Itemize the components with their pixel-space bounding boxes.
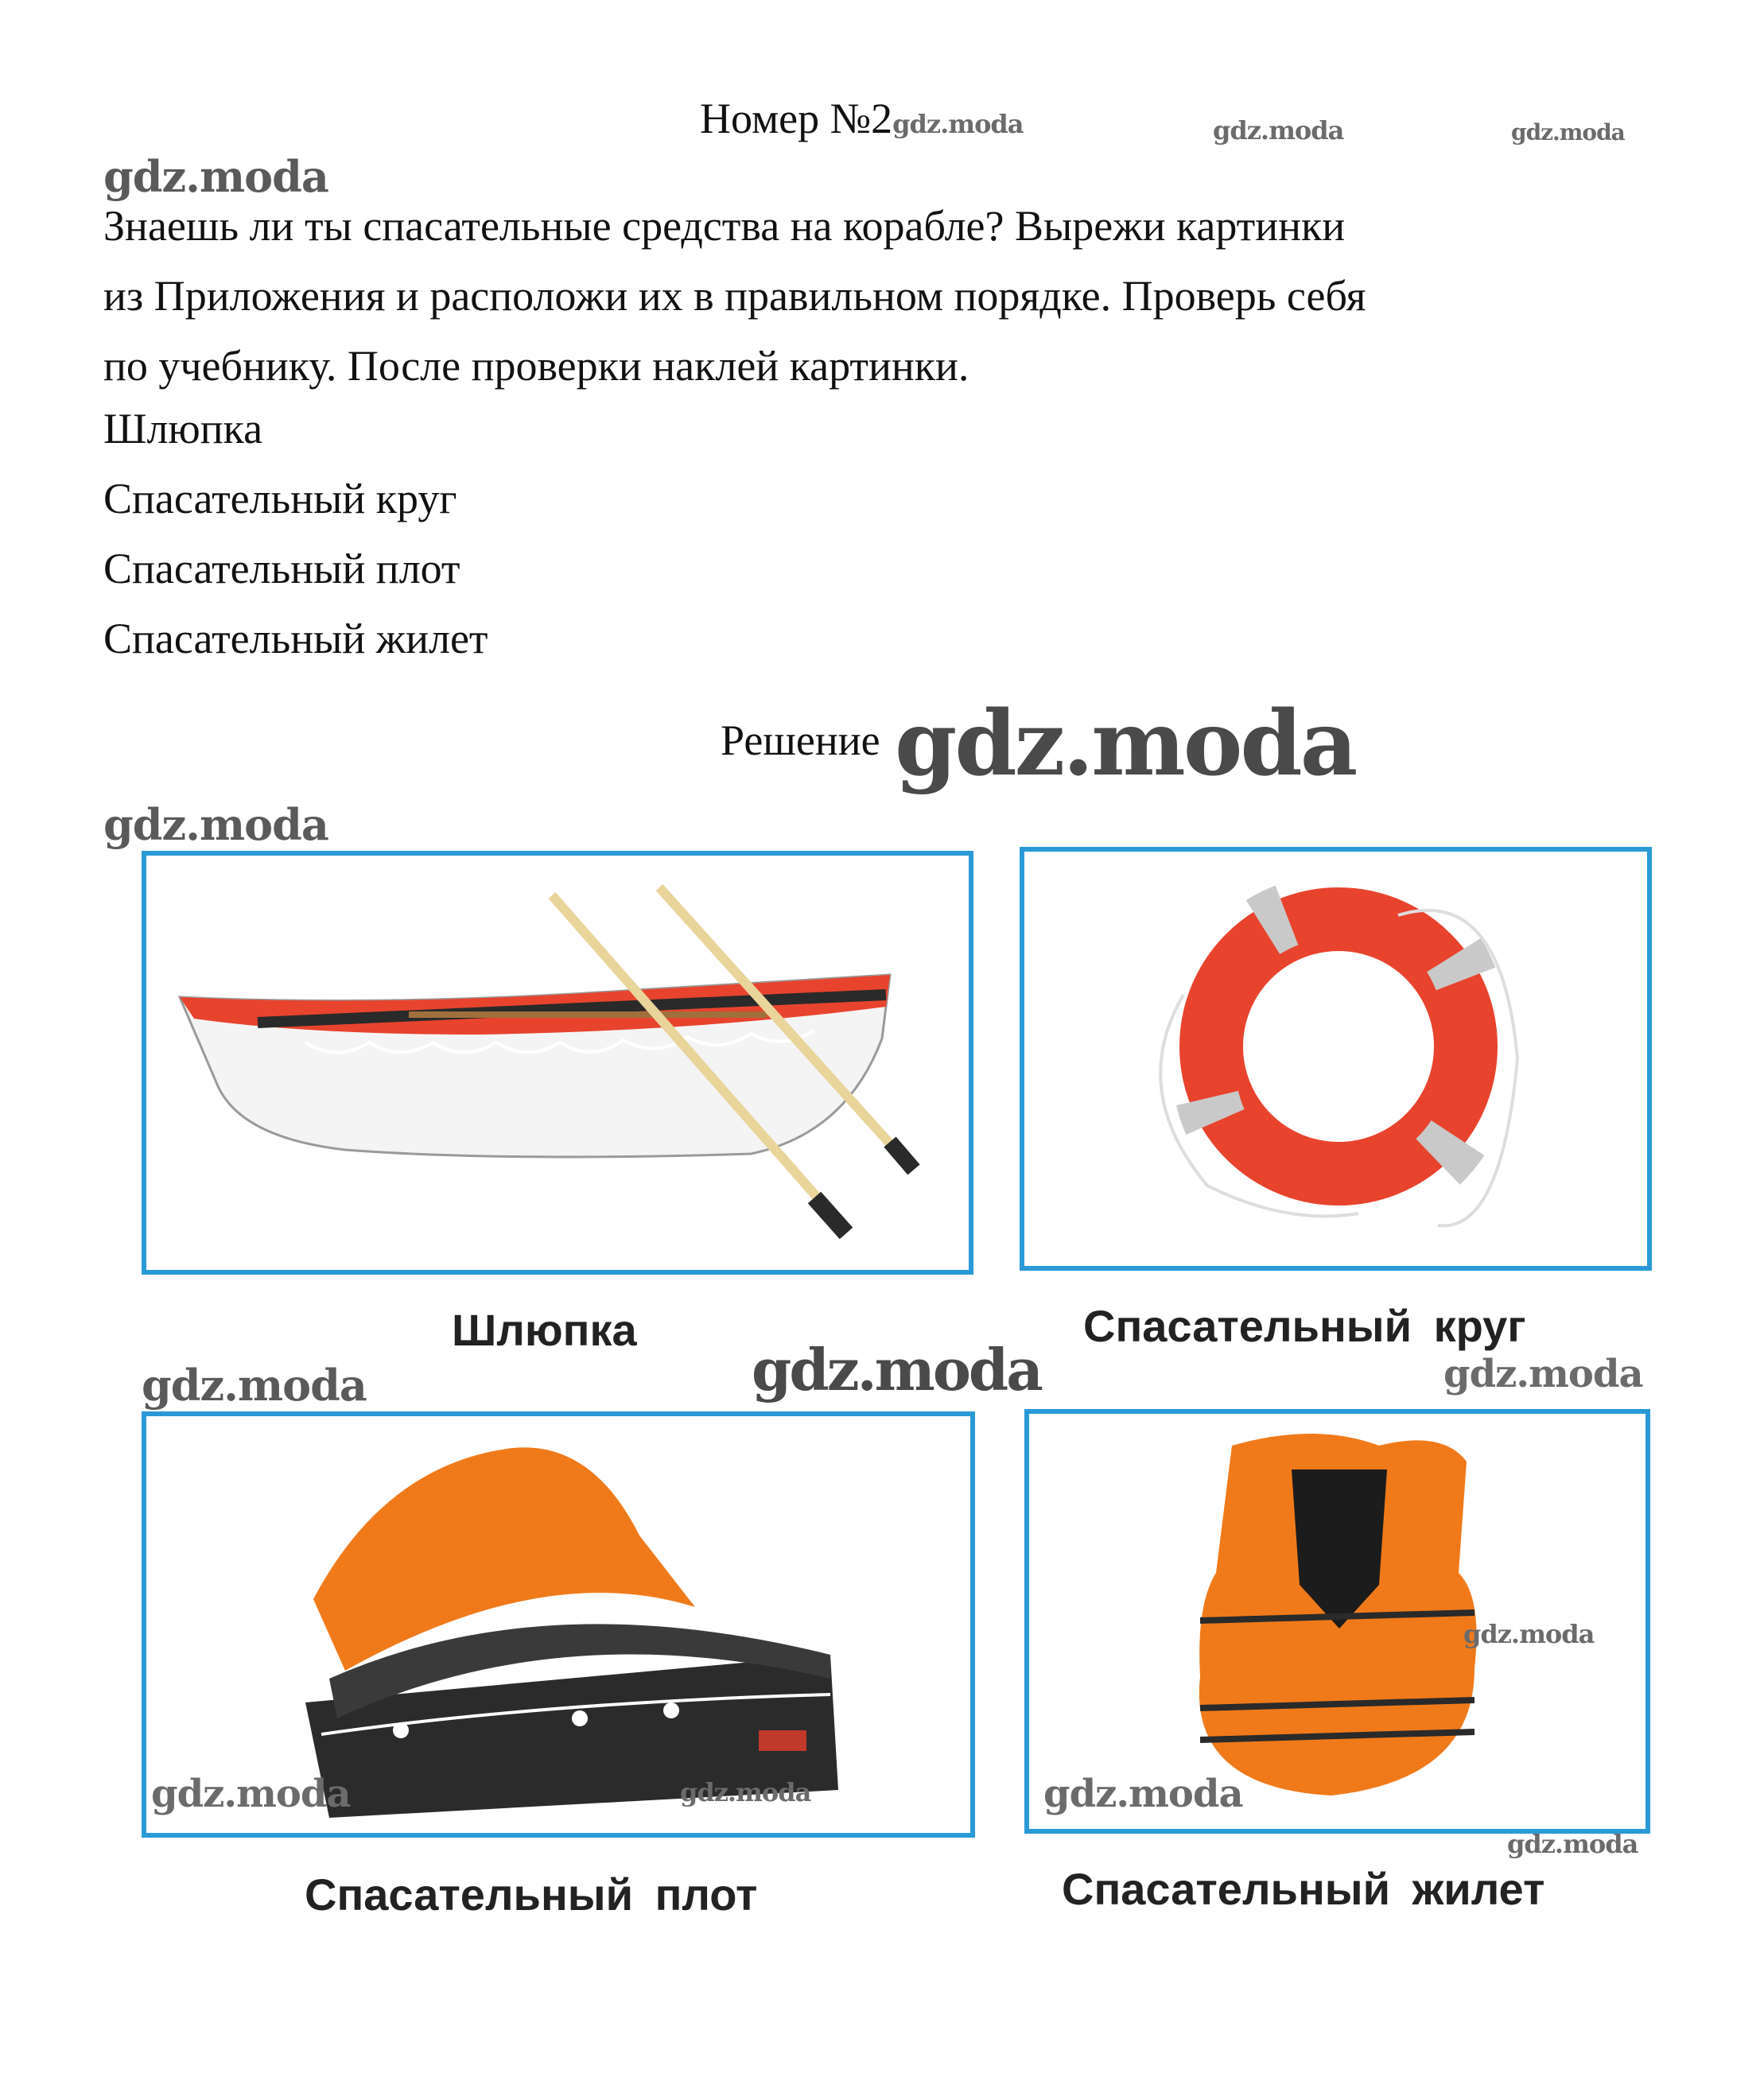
watermark: gdz.moda (103, 799, 328, 850)
list-item: Шлюпка (103, 405, 263, 452)
watermark: gdz.moda (680, 1777, 811, 1807)
card-life-ring (1020, 847, 1652, 1271)
caption-life-ring: Спасательный круг (1083, 1301, 1526, 1351)
watermark: gdz.moda (151, 1772, 351, 1816)
life-raft-icon (146, 1416, 970, 1833)
list-item: Спасательный жилет (103, 615, 488, 662)
watermark: gdz.moda (1443, 1352, 1643, 1396)
task-line: по учебнику. После проверки наклей картинки. (103, 342, 969, 390)
watermark: gdz.moda (1507, 1829, 1638, 1859)
lifeboat-icon (146, 856, 969, 1270)
life-ring-icon (1024, 852, 1647, 1266)
watermark: gdz.moda (142, 1360, 367, 1411)
caption-life-raft: Спасательный плот (305, 1869, 758, 1920)
task-line: Знаешь ли ты спасательные средства на корабле? Вырежи картинки (103, 202, 1346, 250)
watermark: gdz.moda (892, 109, 1024, 139)
watermark: gdz.moda (752, 1336, 1041, 1403)
caption-life-vest: Спасательный жилет (1062, 1864, 1545, 1914)
watermark: gdz.moda (1511, 119, 1625, 146)
card-lifeboat (142, 851, 973, 1275)
caption-lifeboat: Шлюпка (452, 1305, 637, 1355)
watermark: gdz.moda (103, 151, 328, 202)
page-title (700, 94, 1024, 143)
task-text (103, 191, 1614, 401)
watermark: gdz.moda (1213, 115, 1344, 146)
title-text: Номер №2 (700, 95, 893, 142)
list-item: Спасательный круг (103, 475, 457, 522)
list-item: Спасательный плот (103, 545, 460, 592)
watermark: gdz.moda (1463, 1619, 1595, 1649)
solution-label: Решение (721, 716, 880, 764)
watermark: gdz.moda (895, 692, 1356, 796)
watermark: gdz.moda (1043, 1772, 1243, 1816)
task-line: из Приложения и расположи их в правильном порядке. Проверь себя (103, 272, 1366, 320)
